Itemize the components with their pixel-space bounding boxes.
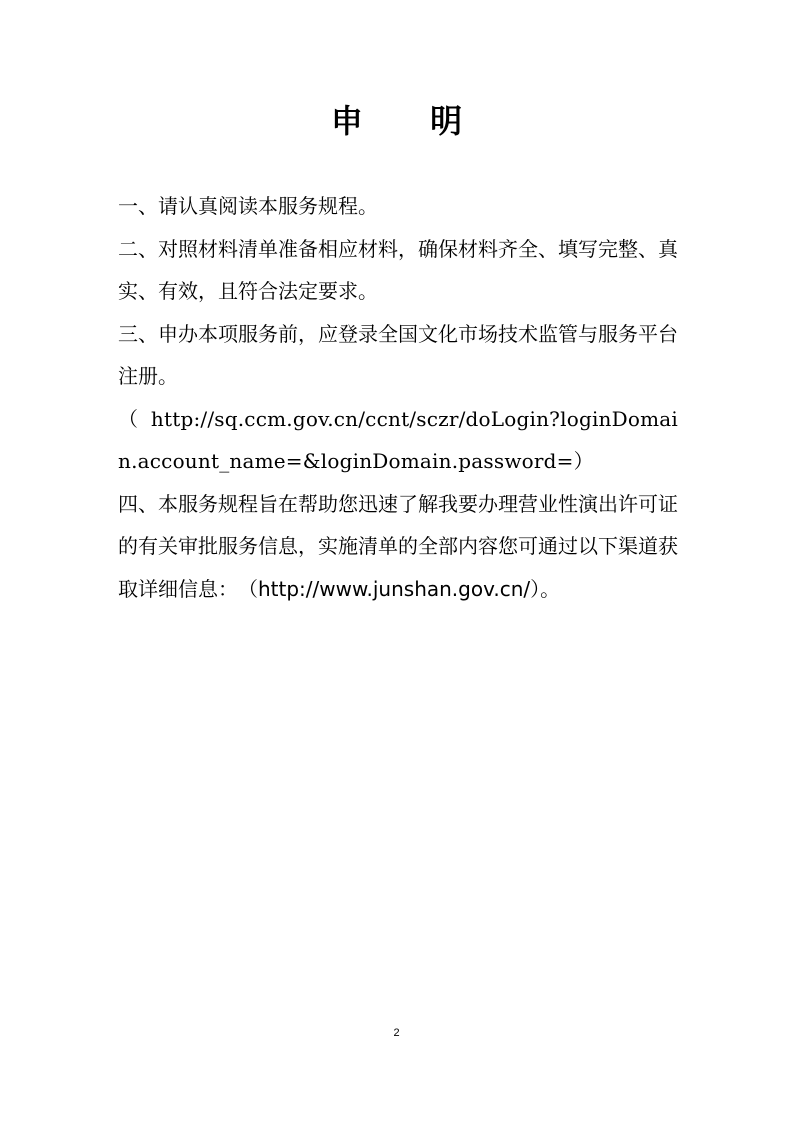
page-number: 2 [393,1027,400,1039]
paragraph-login-url: （ http://sq.ccm.gov.cn/ccnt/sczr/doLogin?loginDomain.account_name=&loginDomain.password=） [118,406,678,473]
paragraph-prepare-materials: 二、对照材料清单准备相应材料，确保材料齐全、填写完整、真实、有效，且符合法定要求。 [118,236,678,303]
document-body [118,185,678,610]
paragraph-read-rules: 一、请认真阅读本服务规程。 [118,194,378,218]
page-title: 申 明 [330,102,491,140]
paragraph-info-channel: 四、本服务规程旨在帮助您迅速了解我要办理营业性演出许可证的有关审批服务信息，实施清单的全部内容您可通过以下渠道获取详细信息： （http://www.junshan.gov.cn/）。 [118,491,678,601]
paragraph-register-platform: 三、申办本项服务前，应登录全国文化市场技术监管与服务平台注册。 [118,321,678,388]
